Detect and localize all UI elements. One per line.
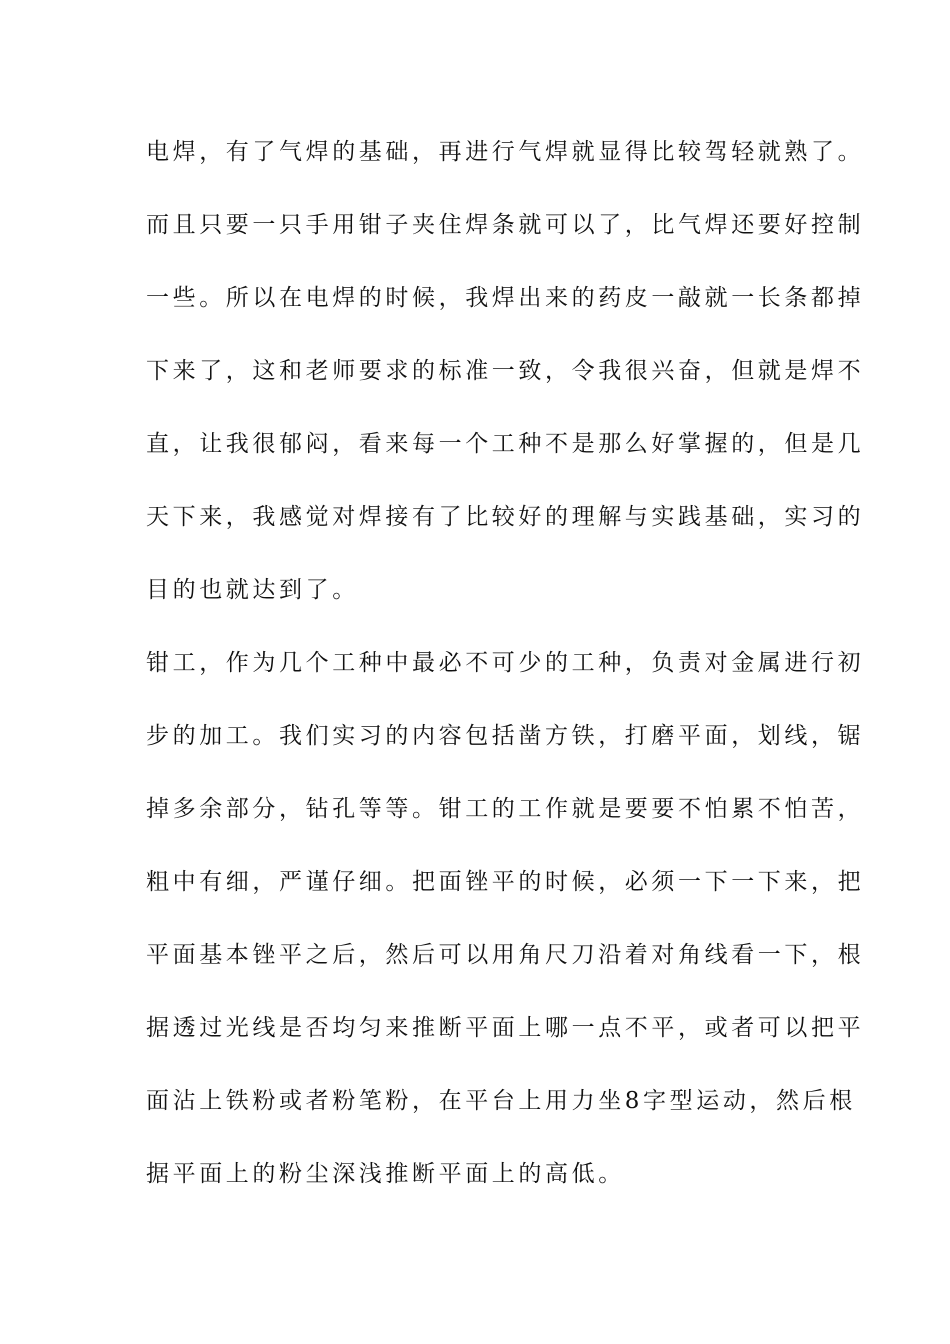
- text-line: 掉多余部分，钻孔等等。钳工的工作就是要要不怕累不怕苦，: [146, 796, 865, 822]
- text-line: 目的也就达到了。: [146, 577, 359, 603]
- text-line: 步的加工。我们实习的内容包括凿方铁，打磨平面，划线，锯: [146, 723, 865, 749]
- text-line: 平面基本锉平之后，然后可以用角尺刀沿着对角线看一下，根: [146, 942, 865, 968]
- text-line: 一些。所以在电焊的时候，我焊出来的药皮一敲就一长条都掉: [146, 285, 865, 311]
- text-line: 据平面上的粉尘深浅推断平面上的高低。: [146, 1161, 625, 1187]
- text-line: 下来了，这和老师要求的标准一致，令我很兴奋，但就是焊不: [146, 358, 865, 384]
- body-text: [146, 125, 865, 1220]
- text-line: 据透过光线是否均匀来推断平面上哪一点不平，或者可以把平: [146, 1015, 865, 1041]
- text-line: 面沾上铁粉或者粉笔粉，在平台上用力坐8字型运动，然后根: [146, 1088, 856, 1114]
- text-line: 天下来，我感觉对焊接有了比较好的理解与实践基础，实习的: [146, 504, 865, 530]
- text-line: 粗中有细，严谨仔细。把面锉平的时候，必须一下一下来，把: [146, 869, 865, 895]
- text-line: 直，让我很郁闷，看来每一个工种不是那么好掌握的，但是几: [146, 431, 865, 457]
- text-line: 而且只要一只手用钳子夹住焊条就可以了，比气焊还要好控制: [146, 212, 865, 238]
- text-line: 钳工，作为几个工种中最必不可少的工种，负责对金属进行初: [146, 650, 865, 676]
- text-line: 电焊，有了气焊的基础，再进行气焊就显得比较驾轻就熟了。: [146, 139, 865, 165]
